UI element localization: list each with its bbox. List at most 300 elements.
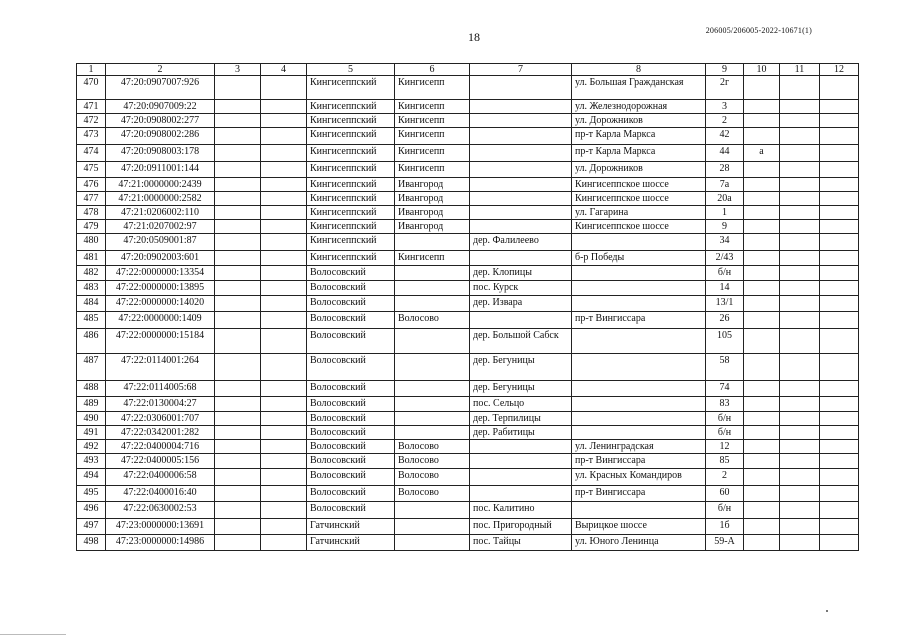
- column-10-cell: [744, 251, 780, 266]
- city-cell: [395, 296, 470, 312]
- street-cell: [572, 281, 706, 296]
- column-12-cell: [820, 192, 859, 206]
- street-cell: [572, 426, 706, 440]
- locality-cell: [470, 486, 572, 502]
- house-number-cell: 7а: [706, 178, 744, 192]
- row-number-cell: 473: [77, 128, 106, 145]
- column-12-cell: [820, 114, 859, 128]
- table-row: [77, 192, 859, 206]
- column-12-cell: [820, 100, 859, 114]
- house-number-cell: 14: [706, 281, 744, 296]
- column-11-cell: [780, 234, 820, 251]
- table-row: [77, 100, 859, 114]
- column-10-cell: [744, 220, 780, 234]
- locality-cell: [470, 312, 572, 329]
- column-11-cell: [780, 162, 820, 178]
- cadastral-number-cell: 47:21:0206002:110: [106, 206, 215, 220]
- house-number-cell: 1б: [706, 519, 744, 535]
- district-cell: Кингисеппский: [307, 206, 395, 220]
- street-cell: Кингисеппское шоссе: [572, 192, 706, 206]
- house-number-cell: 105: [706, 329, 744, 354]
- row-number-cell: 487: [77, 354, 106, 381]
- cadastral-number-cell: 47:21:0000000:2582: [106, 192, 215, 206]
- column-10-cell: [744, 535, 780, 551]
- street-cell: [572, 354, 706, 381]
- locality-cell: дер. Терпилицы: [470, 412, 572, 426]
- city-cell: [395, 397, 470, 412]
- district-cell: Кингисеппский: [307, 251, 395, 266]
- house-number-cell: 59-А: [706, 535, 744, 551]
- column-4-cell: [261, 312, 307, 329]
- row-number-cell: 498: [77, 535, 106, 551]
- column-4-cell: [261, 454, 307, 469]
- column-10-cell: [744, 469, 780, 486]
- row-number-cell: 479: [77, 220, 106, 234]
- column-12-cell: [820, 440, 859, 454]
- table-row: [77, 114, 859, 128]
- district-cell: Волосовский: [307, 486, 395, 502]
- column-11-cell: [780, 454, 820, 469]
- column-3-cell: [215, 220, 261, 234]
- table-row: [77, 178, 859, 192]
- column-4-cell: [261, 469, 307, 486]
- column-11-cell: [780, 281, 820, 296]
- cadastral-number-cell: 47:22:0000000:13895: [106, 281, 215, 296]
- table-row: [77, 502, 859, 519]
- city-cell: Волосово: [395, 469, 470, 486]
- column-header-9: 9: [706, 64, 744, 76]
- column-12-cell: [820, 486, 859, 502]
- cadastral-number-cell: 47:22:0306001:707: [106, 412, 215, 426]
- column-4-cell: [261, 381, 307, 397]
- column-header-3: 3: [215, 64, 261, 76]
- column-3-cell: [215, 440, 261, 454]
- row-number-cell: 488: [77, 381, 106, 397]
- column-header-10: 10: [744, 64, 780, 76]
- cadastral-number-cell: 47:20:0911001:144: [106, 162, 215, 178]
- column-10-cell: [744, 426, 780, 440]
- city-cell: Волосово: [395, 486, 470, 502]
- column-4-cell: [261, 162, 307, 178]
- district-cell: Волосовский: [307, 469, 395, 486]
- house-number-cell: 26: [706, 312, 744, 329]
- table-row: [77, 426, 859, 440]
- street-cell: [572, 412, 706, 426]
- cadastral-number-cell: 47:22:0400016:40: [106, 486, 215, 502]
- column-11-cell: [780, 178, 820, 192]
- street-cell: [572, 296, 706, 312]
- district-cell: Кингисеппский: [307, 162, 395, 178]
- district-cell: Волосовский: [307, 502, 395, 519]
- column-11-cell: [780, 381, 820, 397]
- page-number: 18: [468, 30, 480, 44]
- table-row: [77, 312, 859, 329]
- column-3-cell: [215, 251, 261, 266]
- column-4-cell: [261, 502, 307, 519]
- table-row: [77, 266, 859, 281]
- table-row: [77, 128, 859, 145]
- column-3-cell: [215, 178, 261, 192]
- row-number-cell: 483: [77, 281, 106, 296]
- locality-cell: дер. Извара: [470, 296, 572, 312]
- house-number-cell: 85: [706, 454, 744, 469]
- column-10-cell: [744, 266, 780, 281]
- house-number-cell: 12: [706, 440, 744, 454]
- row-number-cell: 476: [77, 178, 106, 192]
- cadastral-number-cell: 47:22:0114005:68: [106, 381, 215, 397]
- column-4-cell: [261, 486, 307, 502]
- district-cell: Кингисеппский: [307, 192, 395, 206]
- cadastral-number-cell: 47:22:0000000:1409: [106, 312, 215, 329]
- column-4-cell: [261, 535, 307, 551]
- district-cell: Волосовский: [307, 312, 395, 329]
- table-row: [77, 440, 859, 454]
- locality-cell: [470, 114, 572, 128]
- column-12-cell: [820, 469, 859, 486]
- city-cell: Кингисепп: [395, 128, 470, 145]
- column-3-cell: [215, 329, 261, 354]
- street-cell: [572, 329, 706, 354]
- house-number-cell: 2г: [706, 76, 744, 100]
- cadastral-number-cell: 47:22:0114001:264: [106, 354, 215, 381]
- column-3-cell: [215, 206, 261, 220]
- house-number-cell: 9: [706, 220, 744, 234]
- table-body: [77, 76, 859, 551]
- column-10-cell: [744, 454, 780, 469]
- district-cell: Волосовский: [307, 281, 395, 296]
- cadastral-number-cell: 47:22:0000000:13354: [106, 266, 215, 281]
- column-4-cell: [261, 114, 307, 128]
- column-12-cell: [820, 454, 859, 469]
- city-cell: Кингисепп: [395, 114, 470, 128]
- street-cell: б-р Победы: [572, 251, 706, 266]
- row-number-cell: 493: [77, 454, 106, 469]
- table-row: [77, 535, 859, 551]
- column-3-cell: [215, 145, 261, 162]
- column-10-cell: [744, 206, 780, 220]
- column-3-cell: [215, 266, 261, 281]
- column-10-cell: [744, 128, 780, 145]
- column-10-cell: [744, 354, 780, 381]
- row-number-cell: 485: [77, 312, 106, 329]
- locality-cell: [470, 251, 572, 266]
- column-4-cell: [261, 76, 307, 100]
- city-cell: Ивангород: [395, 220, 470, 234]
- cadastral-number-cell: 47:20:0902003:601: [106, 251, 215, 266]
- column-10-cell: [744, 281, 780, 296]
- cadastral-number-cell: 47:22:0130004:27: [106, 397, 215, 412]
- table-row: [77, 76, 859, 100]
- column-10-cell: [744, 440, 780, 454]
- street-cell: [572, 397, 706, 412]
- column-header-1: 1: [77, 64, 106, 76]
- district-cell: Кингисеппский: [307, 100, 395, 114]
- table-row: [77, 281, 859, 296]
- table-row: [77, 162, 859, 178]
- house-number-cell: 20а: [706, 192, 744, 206]
- column-11-cell: [780, 76, 820, 100]
- district-cell: Волосовский: [307, 381, 395, 397]
- district-cell: Кингисеппский: [307, 234, 395, 251]
- house-number-cell: 13/1: [706, 296, 744, 312]
- column-12-cell: [820, 128, 859, 145]
- column-4-cell: [261, 234, 307, 251]
- column-3-cell: [215, 397, 261, 412]
- district-cell: Волосовский: [307, 412, 395, 426]
- city-cell: [395, 354, 470, 381]
- column-header-6: 6: [395, 64, 470, 76]
- district-cell: Гатчинский: [307, 519, 395, 535]
- column-12-cell: [820, 426, 859, 440]
- column-4-cell: [261, 251, 307, 266]
- column-12-cell: [820, 266, 859, 281]
- table-row: [77, 220, 859, 234]
- house-number-cell: 42: [706, 128, 744, 145]
- column-3-cell: [215, 281, 261, 296]
- table-row: [77, 469, 859, 486]
- city-cell: Кингисепп: [395, 145, 470, 162]
- column-12-cell: [820, 502, 859, 519]
- street-cell: пр-т Вингиссара: [572, 312, 706, 329]
- column-12-cell: [820, 397, 859, 412]
- district-cell: Кингисеппский: [307, 178, 395, 192]
- scan-speck: [826, 610, 828, 612]
- table-row: [77, 454, 859, 469]
- column-3-cell: [215, 469, 261, 486]
- locality-cell: пос. Сельцо: [470, 397, 572, 412]
- column-11-cell: [780, 100, 820, 114]
- street-cell: [572, 266, 706, 281]
- column-header-11: 11: [780, 64, 820, 76]
- column-11-cell: [780, 266, 820, 281]
- column-4-cell: [261, 178, 307, 192]
- column-3-cell: [215, 381, 261, 397]
- street-cell: ул. Дорожников: [572, 162, 706, 178]
- locality-cell: пос. Курск: [470, 281, 572, 296]
- column-header-5: 5: [307, 64, 395, 76]
- column-11-cell: [780, 412, 820, 426]
- column-3-cell: [215, 354, 261, 381]
- district-cell: Волосовский: [307, 296, 395, 312]
- district-cell: Волосовский: [307, 329, 395, 354]
- house-number-cell: 74: [706, 381, 744, 397]
- house-number-cell: б/н: [706, 426, 744, 440]
- cadastral-number-cell: 47:20:0908002:286: [106, 128, 215, 145]
- column-11-cell: [780, 486, 820, 502]
- table-row: [77, 206, 859, 220]
- column-10-cell: а: [744, 145, 780, 162]
- row-number-cell: 496: [77, 502, 106, 519]
- column-4-cell: [261, 145, 307, 162]
- locality-cell: дер. Большой Сабск: [470, 329, 572, 354]
- column-3-cell: [215, 162, 261, 178]
- table-row: [77, 412, 859, 426]
- district-cell: Кингисеппский: [307, 145, 395, 162]
- district-cell: Кингисеппский: [307, 114, 395, 128]
- column-3-cell: [215, 535, 261, 551]
- locality-cell: [470, 162, 572, 178]
- footer-rule: [0, 634, 66, 635]
- column-12-cell: [820, 329, 859, 354]
- column-12-cell: [820, 234, 859, 251]
- city-cell: Волосово: [395, 312, 470, 329]
- locality-cell: дер. Бегуницы: [470, 381, 572, 397]
- column-12-cell: [820, 381, 859, 397]
- column-10-cell: [744, 296, 780, 312]
- city-cell: Волосово: [395, 454, 470, 469]
- row-number-cell: 478: [77, 206, 106, 220]
- row-number-cell: 470: [77, 76, 106, 100]
- city-cell: Ивангород: [395, 178, 470, 192]
- column-11-cell: [780, 128, 820, 145]
- column-3-cell: [215, 412, 261, 426]
- locality-cell: [470, 192, 572, 206]
- locality-cell: дер. Рабитицы: [470, 426, 572, 440]
- column-4-cell: [261, 266, 307, 281]
- street-cell: [572, 234, 706, 251]
- street-cell: ул. Гагарина: [572, 206, 706, 220]
- column-12-cell: [820, 220, 859, 234]
- column-10-cell: [744, 502, 780, 519]
- house-number-cell: 3: [706, 100, 744, 114]
- column-11-cell: [780, 426, 820, 440]
- cadastral-number-cell: 47:21:0207002:97: [106, 220, 215, 234]
- row-number-cell: 490: [77, 412, 106, 426]
- column-3-cell: [215, 502, 261, 519]
- street-cell: пр-т Вингиссара: [572, 486, 706, 502]
- row-number-cell: 491: [77, 426, 106, 440]
- district-cell: Волосовский: [307, 354, 395, 381]
- column-11-cell: [780, 502, 820, 519]
- city-cell: [395, 426, 470, 440]
- column-3-cell: [215, 312, 261, 329]
- cadastral-number-cell: 47:20:0908003:178: [106, 145, 215, 162]
- house-number-cell: б/н: [706, 412, 744, 426]
- street-cell: ул. Железнодорожная: [572, 100, 706, 114]
- row-number-cell: 482: [77, 266, 106, 281]
- column-11-cell: [780, 296, 820, 312]
- table-row: [77, 397, 859, 412]
- street-cell: пр-т Вингиссара: [572, 454, 706, 469]
- row-number-cell: 494: [77, 469, 106, 486]
- table-row: [77, 354, 859, 381]
- row-number-cell: 480: [77, 234, 106, 251]
- column-10-cell: [744, 381, 780, 397]
- column-4-cell: [261, 397, 307, 412]
- column-4-cell: [261, 412, 307, 426]
- street-cell: [572, 381, 706, 397]
- cadastral-number-cell: 47:22:0000000:15184: [106, 329, 215, 354]
- locality-cell: [470, 220, 572, 234]
- column-12-cell: [820, 76, 859, 100]
- street-cell: ул. Дорожников: [572, 114, 706, 128]
- city-cell: [395, 502, 470, 519]
- table-row: [77, 234, 859, 251]
- city-cell: Ивангород: [395, 206, 470, 220]
- cadastral-number-cell: 47:20:0908002:277: [106, 114, 215, 128]
- column-10-cell: [744, 114, 780, 128]
- column-3-cell: [215, 100, 261, 114]
- house-number-cell: б/н: [706, 502, 744, 519]
- table-row: [77, 381, 859, 397]
- column-12-cell: [820, 206, 859, 220]
- district-cell: Волосовский: [307, 426, 395, 440]
- column-4-cell: [261, 354, 307, 381]
- column-12-cell: [820, 145, 859, 162]
- cadastral-number-cell: 47:22:0630002:53: [106, 502, 215, 519]
- row-number-cell: 475: [77, 162, 106, 178]
- row-number-cell: 481: [77, 251, 106, 266]
- column-10-cell: [744, 312, 780, 329]
- column-4-cell: [261, 426, 307, 440]
- table-row: [77, 145, 859, 162]
- locality-cell: [470, 454, 572, 469]
- locality-cell: дер. Бегуницы: [470, 354, 572, 381]
- city-cell: [395, 519, 470, 535]
- city-cell: [395, 234, 470, 251]
- column-10-cell: [744, 76, 780, 100]
- column-3-cell: [215, 519, 261, 535]
- column-3-cell: [215, 114, 261, 128]
- house-number-cell: 60: [706, 486, 744, 502]
- column-10-cell: [744, 397, 780, 412]
- street-cell: ул. Ленинградская: [572, 440, 706, 454]
- column-12-cell: [820, 281, 859, 296]
- column-header-12: 12: [820, 64, 859, 76]
- column-12-cell: [820, 519, 859, 535]
- locality-cell: [470, 100, 572, 114]
- column-12-cell: [820, 178, 859, 192]
- column-4-cell: [261, 192, 307, 206]
- city-cell: [395, 535, 470, 551]
- street-cell: ул. Красных Командиров: [572, 469, 706, 486]
- column-3-cell: [215, 426, 261, 440]
- street-cell: ул. Юного Ленинца: [572, 535, 706, 551]
- house-number-cell: 44: [706, 145, 744, 162]
- cadastral-number-cell: 47:20:0509001:87: [106, 234, 215, 251]
- row-number-cell: 477: [77, 192, 106, 206]
- city-cell: Кингисепп: [395, 76, 470, 100]
- column-11-cell: [780, 220, 820, 234]
- district-cell: Кингисеппский: [307, 220, 395, 234]
- column-11-cell: [780, 145, 820, 162]
- locality-cell: дер. Фалилеево: [470, 234, 572, 251]
- street-cell: [572, 502, 706, 519]
- column-12-cell: [820, 412, 859, 426]
- column-11-cell: [780, 535, 820, 551]
- table-row: [77, 296, 859, 312]
- street-cell: Вырицкое шоссе: [572, 519, 706, 535]
- city-cell: [395, 281, 470, 296]
- column-3-cell: [215, 234, 261, 251]
- column-4-cell: [261, 128, 307, 145]
- column-header-4: 4: [261, 64, 307, 76]
- city-cell: [395, 329, 470, 354]
- street-cell: Кингисеппское шоссе: [572, 178, 706, 192]
- locality-cell: пос. Тайцы: [470, 535, 572, 551]
- column-10-cell: [744, 192, 780, 206]
- locality-cell: дер. Клопицы: [470, 266, 572, 281]
- locality-cell: [470, 76, 572, 100]
- row-number-cell: 471: [77, 100, 106, 114]
- column-4-cell: [261, 296, 307, 312]
- cadastral-number-cell: 47:22:0342001:282: [106, 426, 215, 440]
- row-number-cell: 492: [77, 440, 106, 454]
- locality-cell: [470, 145, 572, 162]
- registry-table: [76, 63, 859, 551]
- street-cell: Кингисеппское шоссе: [572, 220, 706, 234]
- row-number-cell: 495: [77, 486, 106, 502]
